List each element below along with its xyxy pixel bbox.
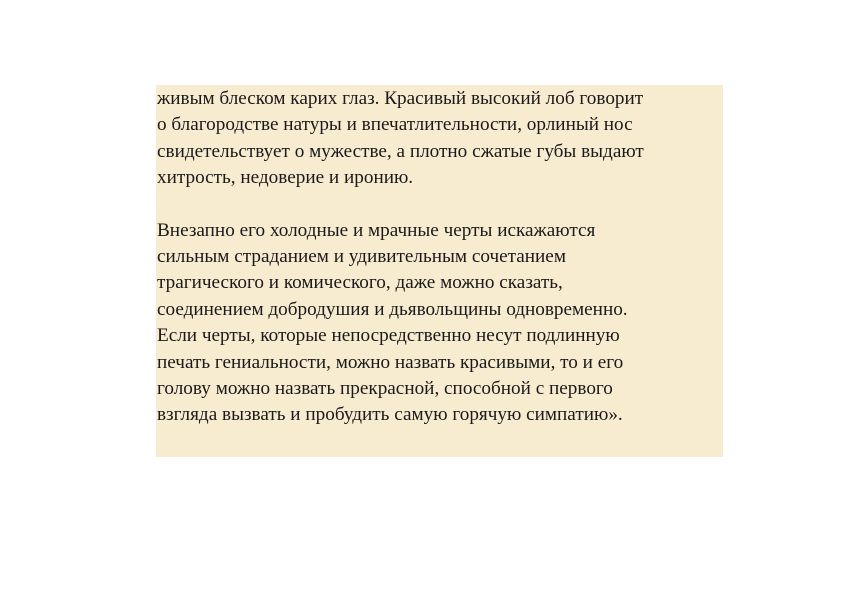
text-line: Если черты, которые непосредственно несут подлинную [157,325,620,347]
text-line: взгляда вызвать и пробудить самую горячую симпатию». [157,404,623,426]
text-line: печать гениальности, можно назвать красивыми, то и его [157,351,624,373]
text-line: Внезапно его холодные и мрачные черты искажаются [157,219,596,241]
text-line: хитрость, недоверие и иронию. [157,167,414,189]
text-line: свидетельствует о мужестве, а плотно сжатые губы выдают [157,140,644,162]
text-line: трагического и комического, даже можно сказать, [157,272,563,294]
text-line: о благородстве натуры и впечатлительности, орлиный нос [157,114,633,136]
text-line: голову можно назвать прекрасной, способной с первого [157,378,613,400]
paragraph-1 [157,85,723,192]
text-line: живым блеском карих глаз. Красивый высокий лоб говорит [157,88,644,109]
text-line: соединением добродушия и дьявольщины одновременно. [157,298,628,320]
paragraph-2 [157,218,723,429]
text-line: сильным страданием и удивительным сочетанием [157,246,566,268]
text-panel [156,85,723,457]
